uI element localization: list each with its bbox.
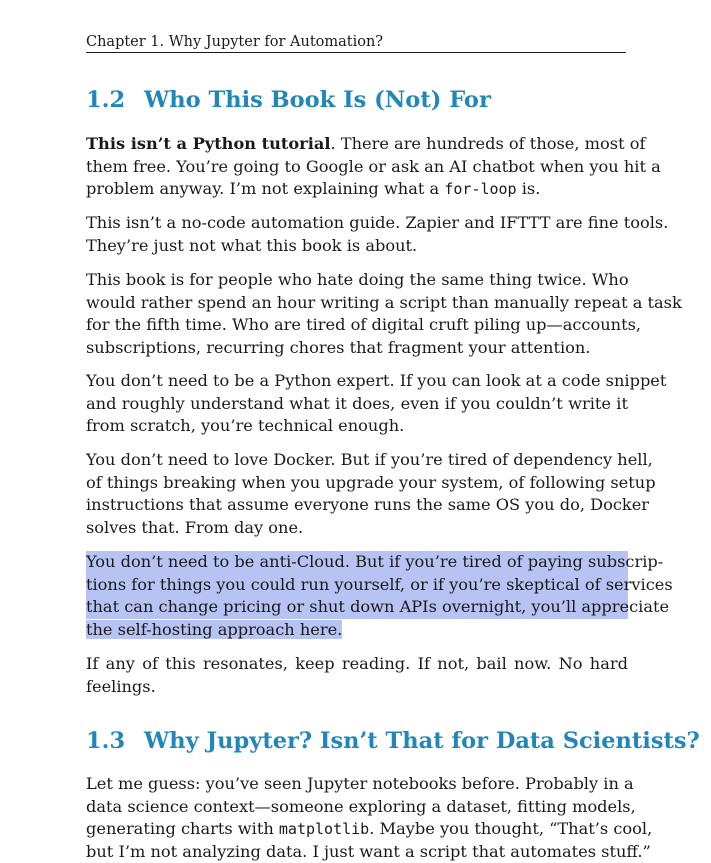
text-line: them free. You’re going to Google or ask an AI chatbot when you hit a xyxy=(86,156,661,176)
text-line: They’re just not what this book is about. xyxy=(86,235,418,255)
paragraph-docker xyxy=(86,449,656,539)
inline-code: for-loop xyxy=(444,180,517,199)
text-line: would rather spend an hour writing a script than manually repeat a task xyxy=(86,292,682,312)
bold-lead: This isn’t a Python tutorial xyxy=(86,134,331,153)
selected-text-line: You don’t need to be anti-Cloud. But if you’re tired of paying subscrip- xyxy=(86,551,628,574)
text-line: but I’m not analyzing data. I just want a script that automates stuff.” xyxy=(86,841,651,861)
selected-text-line: the self-hosting approach here. xyxy=(86,619,343,639)
paragraph-python-expert xyxy=(86,370,667,438)
paragraph-not-no-code xyxy=(86,212,669,257)
section-title: Who This Book Is (Not) For xyxy=(144,87,491,113)
text-line: This isn’t a no-code automation guide. Zapier and IFTTT are fine tools. xyxy=(86,213,669,232)
paragraph-audience xyxy=(86,269,682,359)
text-line: for the fifth time. Who are tired of digital cruft piling up—accounts, xyxy=(86,315,642,335)
text-line: solves that. From day one. xyxy=(86,517,304,537)
paragraph-let-me-guess xyxy=(86,773,653,863)
section-number: 1.2 xyxy=(86,87,126,113)
text-line: problem anyway. I’m not explaining what a for-loop is. xyxy=(86,179,541,199)
text-line: and roughly understand what it does, even if you couldn’t write it xyxy=(86,393,628,413)
text-line: If any of this resonates, keep reading. If not, bail now. No hard xyxy=(86,654,628,673)
paragraph-not-python-tutorial xyxy=(86,133,661,201)
selected-text-line: tions for things you could run yourself, or if you’re skeptical of services xyxy=(86,574,628,597)
selected-text-line: that can change pricing or shut down APIs overnight, you’ll appreciate xyxy=(86,596,628,619)
text-line: from scratch, you’re technical enough. xyxy=(86,416,405,436)
paragraph-resonates xyxy=(86,653,628,698)
section-heading-1-2 xyxy=(86,86,646,114)
inline-code: matplotlib xyxy=(278,820,370,839)
text-line: You don’t need to be a Python expert. If you can look at a code snippet xyxy=(86,371,667,390)
section-number: 1.3 xyxy=(86,728,126,754)
section-heading-1-3 xyxy=(86,727,700,755)
text-line: This isn’t a Python tutorial. There are hundreds of those, most of xyxy=(86,134,646,153)
text-line: feelings. xyxy=(86,676,156,696)
text-line: instructions that assume everyone runs the same OS you do, Docker xyxy=(86,495,650,515)
text-line: data science context—someone exploring a dataset, fitting models, xyxy=(86,796,636,816)
text-line: This book is for people who hate doing the same thing twice. Who xyxy=(86,270,629,289)
text-line: generating charts with matplotlib. Maybe you thought, “That’s cool, xyxy=(86,819,653,839)
text-line: of things breaking when you upgrade your system, of following setup xyxy=(86,472,656,492)
text-line: subscriptions, recurring chores that fragment your attention. xyxy=(86,337,591,357)
section-title: Why Jupyter? Isn’t That for Data Scientists? xyxy=(144,728,700,754)
running-head: Chapter 1. Why Jupyter for Automation? xyxy=(86,33,626,53)
paragraph-anti-cloud-selected[interactable] xyxy=(86,551,673,641)
text-line: You don’t need to love Docker. But if you’re tired of dependency hell, xyxy=(86,450,653,469)
text-line: Let me guess: you’ve seen Jupyter notebooks before. Probably in a xyxy=(86,774,634,793)
